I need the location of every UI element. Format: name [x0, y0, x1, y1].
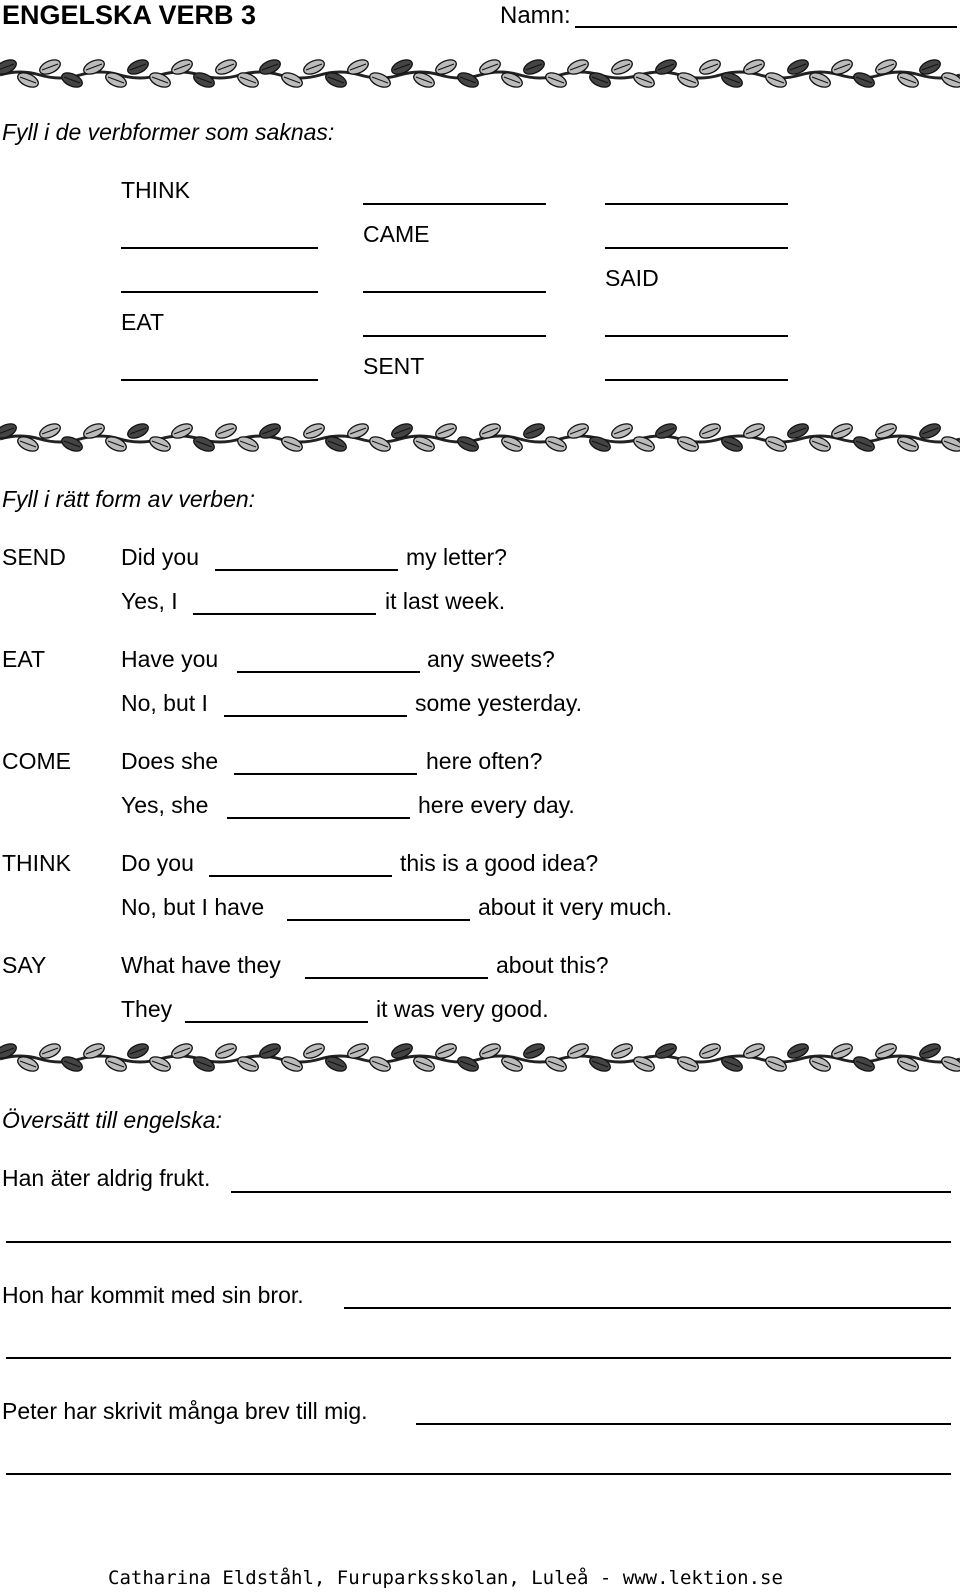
section3-instruction: Översätt till engelska:: [2, 1107, 222, 1133]
leaf-border-top: [0, 56, 960, 90]
verb-label-come: COME: [2, 748, 71, 774]
verb-label-send: SEND: [2, 544, 66, 570]
sentence-start: Did you: [121, 544, 199, 570]
sentence-end: this is a good idea?: [400, 850, 599, 876]
sentence-blank[interactable]: [215, 569, 398, 571]
verb-form-came: CAME: [363, 221, 430, 247]
translate-line-2b[interactable]: [6, 1357, 951, 1359]
verb-label-eat: EAT: [2, 646, 46, 672]
sentence-blank[interactable]: [237, 671, 420, 673]
sentence-start: Does she: [121, 748, 219, 774]
sentence-start: Do you: [121, 850, 194, 876]
sentence-start: Have you: [121, 646, 219, 672]
sentence-blank[interactable]: [224, 715, 407, 717]
sentence-start: What have they: [121, 952, 281, 978]
blank-r2-c1[interactable]: [121, 247, 318, 249]
sentence-end: here often?: [426, 748, 543, 774]
sentence-end: my letter?: [406, 544, 507, 570]
sentence-blank[interactable]: [193, 613, 376, 615]
sentence-blank[interactable]: [209, 875, 392, 877]
leaf-border-bottom: [0, 1040, 960, 1074]
translate-sentence-2: Hon har kommit med sin bror.: [2, 1282, 304, 1308]
sentence-end: it was very good.: [376, 996, 549, 1022]
verb-form-sent: SENT: [363, 353, 425, 379]
translate-sentence-1: Han äter aldrig frukt.: [2, 1165, 211, 1191]
sentence-start: No, but I have: [121, 894, 265, 920]
section2-instruction: Fyll i rätt form av verben:: [2, 486, 256, 512]
sentence-end: it last week.: [385, 588, 506, 614]
verb-label-think: THINK: [2, 850, 71, 876]
blank-r2-c3[interactable]: [605, 247, 788, 249]
sentence-blank[interactable]: [185, 1021, 368, 1023]
blank-r4-c2[interactable]: [363, 335, 546, 337]
blank-r5-c3[interactable]: [605, 379, 788, 381]
verb-form-eat: EAT: [121, 309, 165, 335]
sentence-end: some yesterday.: [415, 690, 583, 716]
sentence-end: about this?: [496, 952, 609, 978]
blank-r1-c2[interactable]: [363, 203, 546, 205]
sentence-end: about it very much.: [478, 894, 673, 920]
section1-instruction: Fyll i de verbformer som saknas:: [2, 119, 335, 145]
sentence-start: Yes, she: [121, 792, 209, 818]
translate-line-1b[interactable]: [6, 1241, 951, 1243]
leaf-border-middle: [0, 420, 960, 454]
sentence-end: here every day.: [418, 792, 575, 818]
blank-r3-c2[interactable]: [363, 291, 546, 293]
translate-line-2a[interactable]: [344, 1307, 951, 1309]
translate-line-3a[interactable]: [416, 1423, 951, 1425]
verb-label-say: SAY: [2, 952, 47, 978]
verb-form-said: SAID: [605, 265, 659, 291]
translate-line-1a[interactable]: [231, 1191, 951, 1193]
verb-form-think: THINK: [121, 177, 190, 203]
translate-sentence-3: Peter har skrivit många brev till mig.: [2, 1398, 368, 1424]
sentence-blank[interactable]: [305, 977, 488, 979]
blank-r1-c3[interactable]: [605, 203, 788, 205]
sentence-start: Yes, I: [121, 588, 178, 614]
footer-credit: Catharina Eldståhl, Furuparksskolan, Luleå - www.lektion.se: [108, 1567, 783, 1589]
name-label: Namn:: [500, 2, 571, 29]
sentence-end: any sweets?: [427, 646, 555, 672]
sentence-start: They: [121, 996, 173, 1022]
worksheet-title: ENGELSKA VERB 3: [2, 0, 257, 30]
blank-r4-c3[interactable]: [605, 335, 788, 337]
blank-r3-c1[interactable]: [121, 291, 318, 293]
sentence-start: No, but I: [121, 690, 208, 716]
sentence-blank[interactable]: [227, 817, 410, 819]
sentence-blank[interactable]: [287, 919, 470, 921]
blank-r5-c1[interactable]: [121, 379, 318, 381]
translate-line-3b[interactable]: [6, 1473, 951, 1475]
sentence-blank[interactable]: [234, 773, 417, 775]
name-field-line[interactable]: [575, 26, 957, 28]
